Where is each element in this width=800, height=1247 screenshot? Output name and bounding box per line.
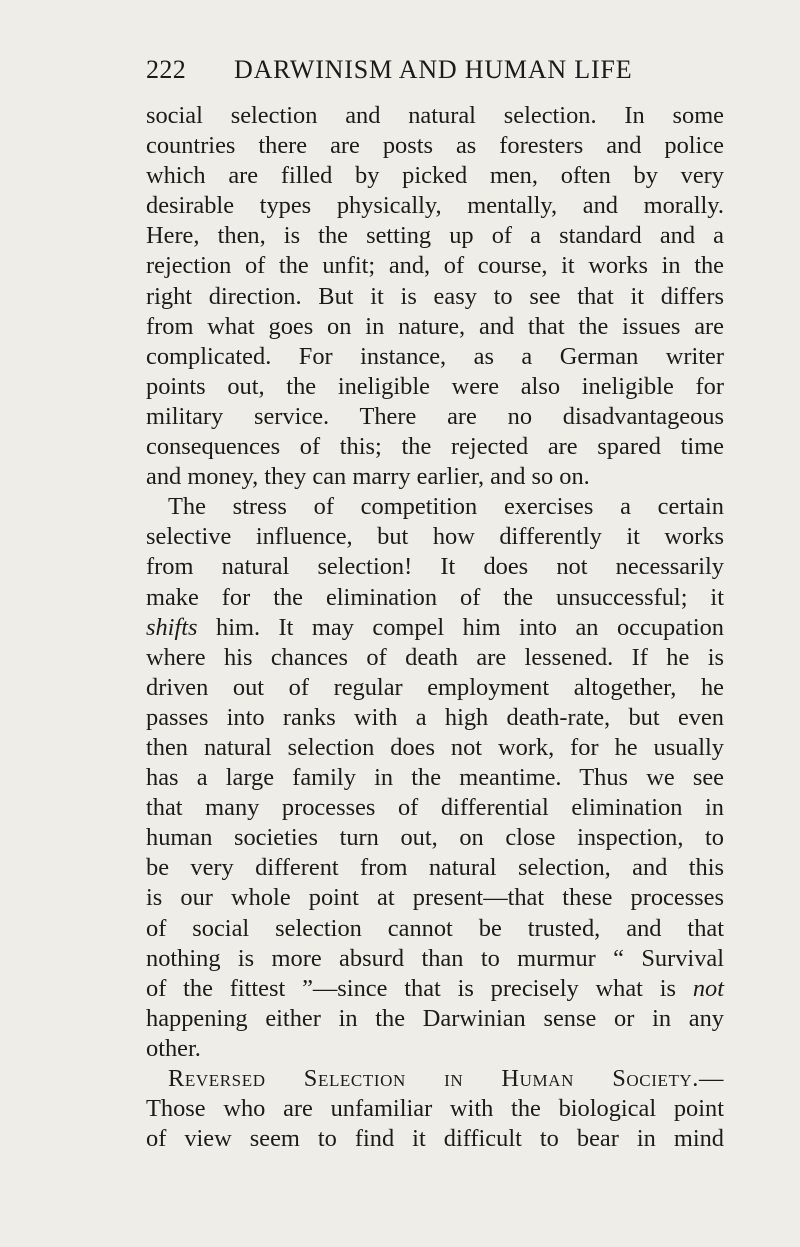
text-line: rejection of the unfit; and, of course, it works in the	[146, 252, 724, 280]
text-line: which are filled by picked men, often by very	[146, 162, 724, 190]
text-line: driven out of regular employment altogether, he	[146, 673, 724, 701]
text-line: from natural selection! It does not necessarily	[146, 553, 724, 581]
text-line: countries there are posts as foresters and police	[146, 132, 724, 160]
text-line: of social selection cannot be trusted, and that	[146, 914, 724, 942]
text-line: military service. There are no disadvantageous	[146, 402, 724, 430]
page-number: 222	[146, 55, 187, 84]
body-text	[146, 101, 724, 1154]
text-line: that many processes of differential elimination in	[146, 794, 724, 822]
text-line: make for the elimination of the unsuccessful; it	[146, 583, 724, 611]
text-line: happening either in the Darwinian sense or in any	[146, 1004, 724, 1032]
text-line: consequences of this; the rejected are spared time	[146, 433, 724, 461]
text-line: desirable types physically, mentally, and morally.	[146, 192, 724, 220]
text-line: Those who are unfamiliar with the biological point	[146, 1095, 724, 1123]
running-head: DARWINISM AND HUMAN LIFE	[234, 55, 633, 84]
line-start: of the fittest ”—since that is precisely what is	[146, 974, 676, 1002]
text-line: social selection and natural selection. In some	[146, 102, 724, 129]
text-line: selective influence, but how differently it works	[146, 523, 724, 551]
text-line: has a large family in the meantime. Thus we see	[146, 764, 724, 792]
text-line: and money, they can marry earlier, and so on.	[146, 463, 590, 491]
text-line: passes into ranks with a high death-rate, but even	[146, 703, 724, 731]
text-line: points out, the ineligible were also ineligible for	[146, 372, 724, 400]
italic-word-not: not	[692, 974, 724, 1002]
text-line: then natural selection does not work, for he usually	[146, 733, 724, 761]
text-line	[146, 974, 724, 1004]
text-line: Here, then, is the setting up of a standard and a	[146, 222, 724, 250]
text-line	[146, 613, 724, 643]
text-line: other.	[146, 1034, 201, 1062]
text-line: is our whole point at present—that these processes	[146, 884, 724, 912]
section-heading-reversed-selection: Reversed Selection in Human Society.—	[168, 1065, 724, 1092]
text-line: from what goes on in nature, and that the issues are	[146, 312, 724, 340]
text-line: nothing is more absurd than to murmur “ Survival	[146, 944, 724, 972]
page-header	[146, 55, 724, 101]
text-line: complicated. For instance, as a German writer	[146, 342, 724, 370]
text-line: of view seem to find it difficult to bear in mind	[146, 1125, 724, 1153]
text-line: The stress of competition exercises a certain	[168, 493, 724, 521]
text-line: be very different from natural selection, and this	[146, 854, 724, 882]
text-line: right direction. But it is easy to see that it differs	[146, 282, 724, 310]
text-line: human societies turn out, on close inspection, to	[146, 824, 724, 852]
line-remainder: him. It may compel him into an occupation	[216, 613, 724, 641]
text-line: where his chances of death are lessened. If he is	[146, 643, 724, 671]
italic-word-shifts: shifts	[146, 613, 198, 641]
